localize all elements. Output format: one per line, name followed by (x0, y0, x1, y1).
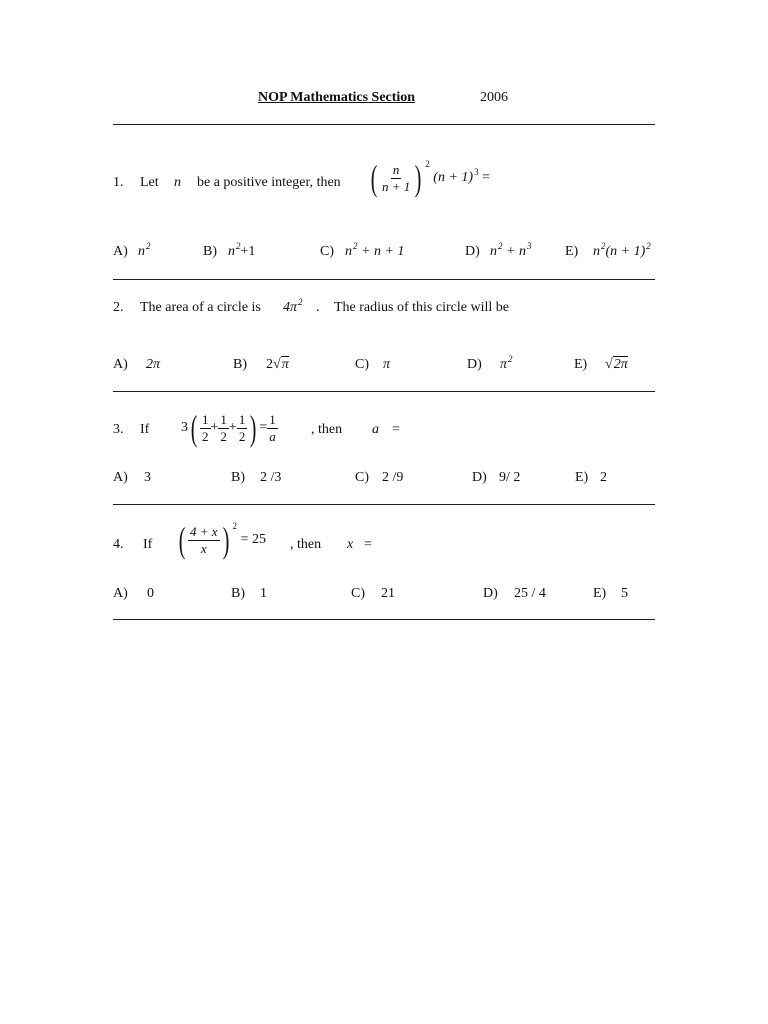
option-label: C) (355, 357, 369, 372)
question-number: 2. (113, 300, 124, 315)
option-value: 2 (600, 470, 607, 485)
exponent: 3 (474, 167, 479, 178)
question-text: Let (140, 175, 159, 190)
question-text: The radius of this circle will be (334, 300, 509, 315)
question-text: , then (311, 422, 343, 437)
option-label: D) (472, 470, 487, 485)
option-value: 2√π (266, 357, 289, 372)
option-value: 1 (260, 586, 267, 601)
divider (113, 391, 655, 392)
question-text: If (143, 537, 153, 552)
left-paren: ( (190, 408, 198, 448)
question-text: If (140, 422, 150, 437)
variable: a (372, 422, 379, 437)
question-expression: 3( $\frac{1}{2}$ + $\frac{1}{2}$ + $\frac{1}{2}$ ) = $\frac{1}{a}$ (181, 408, 276, 448)
option-value: $n^2(n + 1)^2$ (593, 241, 651, 259)
page-title: NOP Mathematics Section (258, 90, 416, 105)
fraction: $\frac{n}{n + 1}$ (382, 161, 411, 194)
option-value: 5 (621, 586, 628, 601)
option-label: D) (467, 357, 482, 372)
question-number: 4. (113, 537, 124, 552)
option-value: 0 (147, 586, 154, 601)
right-paren: ) (222, 520, 229, 560)
question-expression: ( $\frac{4 + x}{x}$ ) $^2$ = 25 (178, 520, 266, 560)
option-value: 2 /3 (260, 470, 282, 485)
option-value: 2π (146, 357, 161, 372)
option-label: C) (320, 244, 334, 259)
option-value: 21 (381, 586, 395, 601)
option-label: A) (113, 470, 128, 485)
divider (113, 124, 655, 125)
option-label: B) (233, 357, 247, 372)
option-value: π (383, 357, 391, 372)
question-text: The area of a circle is (140, 300, 261, 315)
divider (113, 619, 655, 620)
question-text: be a positive integer, then (197, 175, 341, 190)
equals-sign: = (392, 422, 400, 437)
option-value: 9/ 2 (499, 470, 521, 485)
option-label: A) (113, 244, 128, 259)
option-label: E) (593, 586, 607, 601)
punctuation: . (316, 300, 320, 315)
option-value: 2 /9 (382, 470, 404, 485)
right-paren: ) (414, 158, 422, 198)
option-value: $n^2$ (138, 241, 151, 259)
option-label: E) (574, 357, 588, 372)
year-label: 2006 (480, 90, 508, 105)
option-label: D) (465, 244, 480, 259)
option-label: B) (231, 586, 245, 601)
divider (113, 504, 655, 505)
option-label: A) (113, 357, 128, 372)
variable: x (347, 537, 354, 552)
question-expression: $4\pi^2$ (283, 297, 303, 315)
option-label: B) (203, 244, 217, 259)
variable: n (174, 175, 181, 190)
option-value: $\pi^2$ (500, 354, 513, 372)
question-text: , then (290, 537, 322, 552)
question-expression (368, 160, 490, 196)
left-paren: ( (178, 520, 186, 560)
option-label: B) (231, 470, 245, 485)
divider (113, 279, 655, 280)
option-value: $n^2 + n^3$ (490, 241, 532, 259)
option-value: 25 / 4 (514, 586, 546, 601)
option-label: C) (351, 586, 365, 601)
option-value: √2π (605, 357, 628, 372)
option-label: E) (575, 470, 589, 485)
left-paren: ( (370, 158, 378, 198)
option-value: $n^2+1$ (228, 241, 256, 259)
option-label: D) (483, 586, 498, 601)
option-label: A) (113, 586, 128, 601)
equals-sign: = (482, 170, 490, 186)
right-paren: ) (250, 408, 257, 448)
option-value: 3 (144, 470, 151, 485)
question-number: 3. (113, 422, 124, 437)
exponent: 2 (425, 159, 430, 170)
option-label: C) (355, 470, 369, 485)
option-value: $n^2 + n + 1$ (345, 241, 405, 259)
expression-term: (n + 1) (433, 170, 474, 186)
question-number: 1. (113, 175, 124, 190)
option-label: E) (565, 244, 579, 259)
equals-sign: = (364, 537, 372, 552)
